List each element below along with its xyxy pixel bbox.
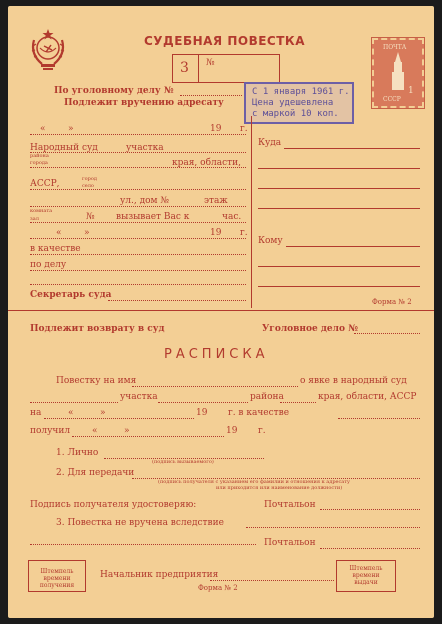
return-note: Подлежит возврату в суд xyxy=(30,324,165,334)
number-mark: № xyxy=(206,58,215,68)
form-number-lower: Форма № 2 xyxy=(198,584,238,592)
item-1-label: 1. Лично xyxy=(56,448,99,458)
item-2-label: 2. Для передачи xyxy=(56,468,135,478)
postage-stamp: ПОЧТА 1 СССР xyxy=(372,38,424,108)
kuda-label: Куда xyxy=(258,138,282,148)
certify-label: Подпись получателя удостоверяю: xyxy=(30,500,197,510)
criminal-case-label: По уголовному делу № xyxy=(54,86,174,96)
summons-card: СУДЕБНАЯ ПОВЕСТКА 3 № ПОЧТА 1 СССР С 1 января 1961 г. Цена удешевлена с маркой 10 коп. По уголовному делу № Подлежит вручению адресату « » 19 г. Народный суд участка района города края, области, АССР, город село ул., дом № этаж комната зал № вызывает Вас к час. « » 19 г. в качестве по делу Секретарь суда Куда Кому Форма № 2 Подлежит возврату в суд Уголовное дело № РАСПИСКА Повестку на имя о явке в народный суд участка района края, области, АССР на « » 19 г. в качестве получил « » 19 г. 1. Лично (подпись вызываемого) 2. Для передачи (подпись получателя с указанием его фамилии и отношения к адресату или приходится или наименование должности) Подпись получателя удостоверяю: Почтальон 3. Повестка не вручена вследствие Почтальон Штемпель времени получения Начальник предприятия Форма № 2 Штемпель времени выдачи xyxy=(8,6,434,618)
stamp-issued-box: Штемпель времени выдачи xyxy=(336,560,396,592)
page-title: СУДЕБНАЯ ПОВЕСТКА xyxy=(144,34,306,48)
ussr-emblem-icon xyxy=(26,26,70,74)
chief-label: Начальник предприятия xyxy=(100,570,219,580)
kremlin-tower-icon xyxy=(386,52,410,90)
case-number-label: Уголовное дело № xyxy=(262,324,358,334)
delivery-note: Подлежит вручению адресату xyxy=(64,98,224,108)
item-3-label: 3. Повестка не вручена вследствие xyxy=(56,518,224,528)
stamp-received-box: Штемпель времени получения xyxy=(28,560,86,592)
overprint-stamp: С 1 января 1961 г. Цена удешевлена с маркой 10 коп. xyxy=(244,82,354,124)
komu-label: Кому xyxy=(258,236,283,246)
form-number-upper: Форма № 2 xyxy=(372,298,412,306)
receipt-title: РАСПИСКА xyxy=(164,347,269,362)
secretary-label: Секретарь суда xyxy=(30,290,112,300)
number-box-digit: 3 xyxy=(180,60,189,76)
